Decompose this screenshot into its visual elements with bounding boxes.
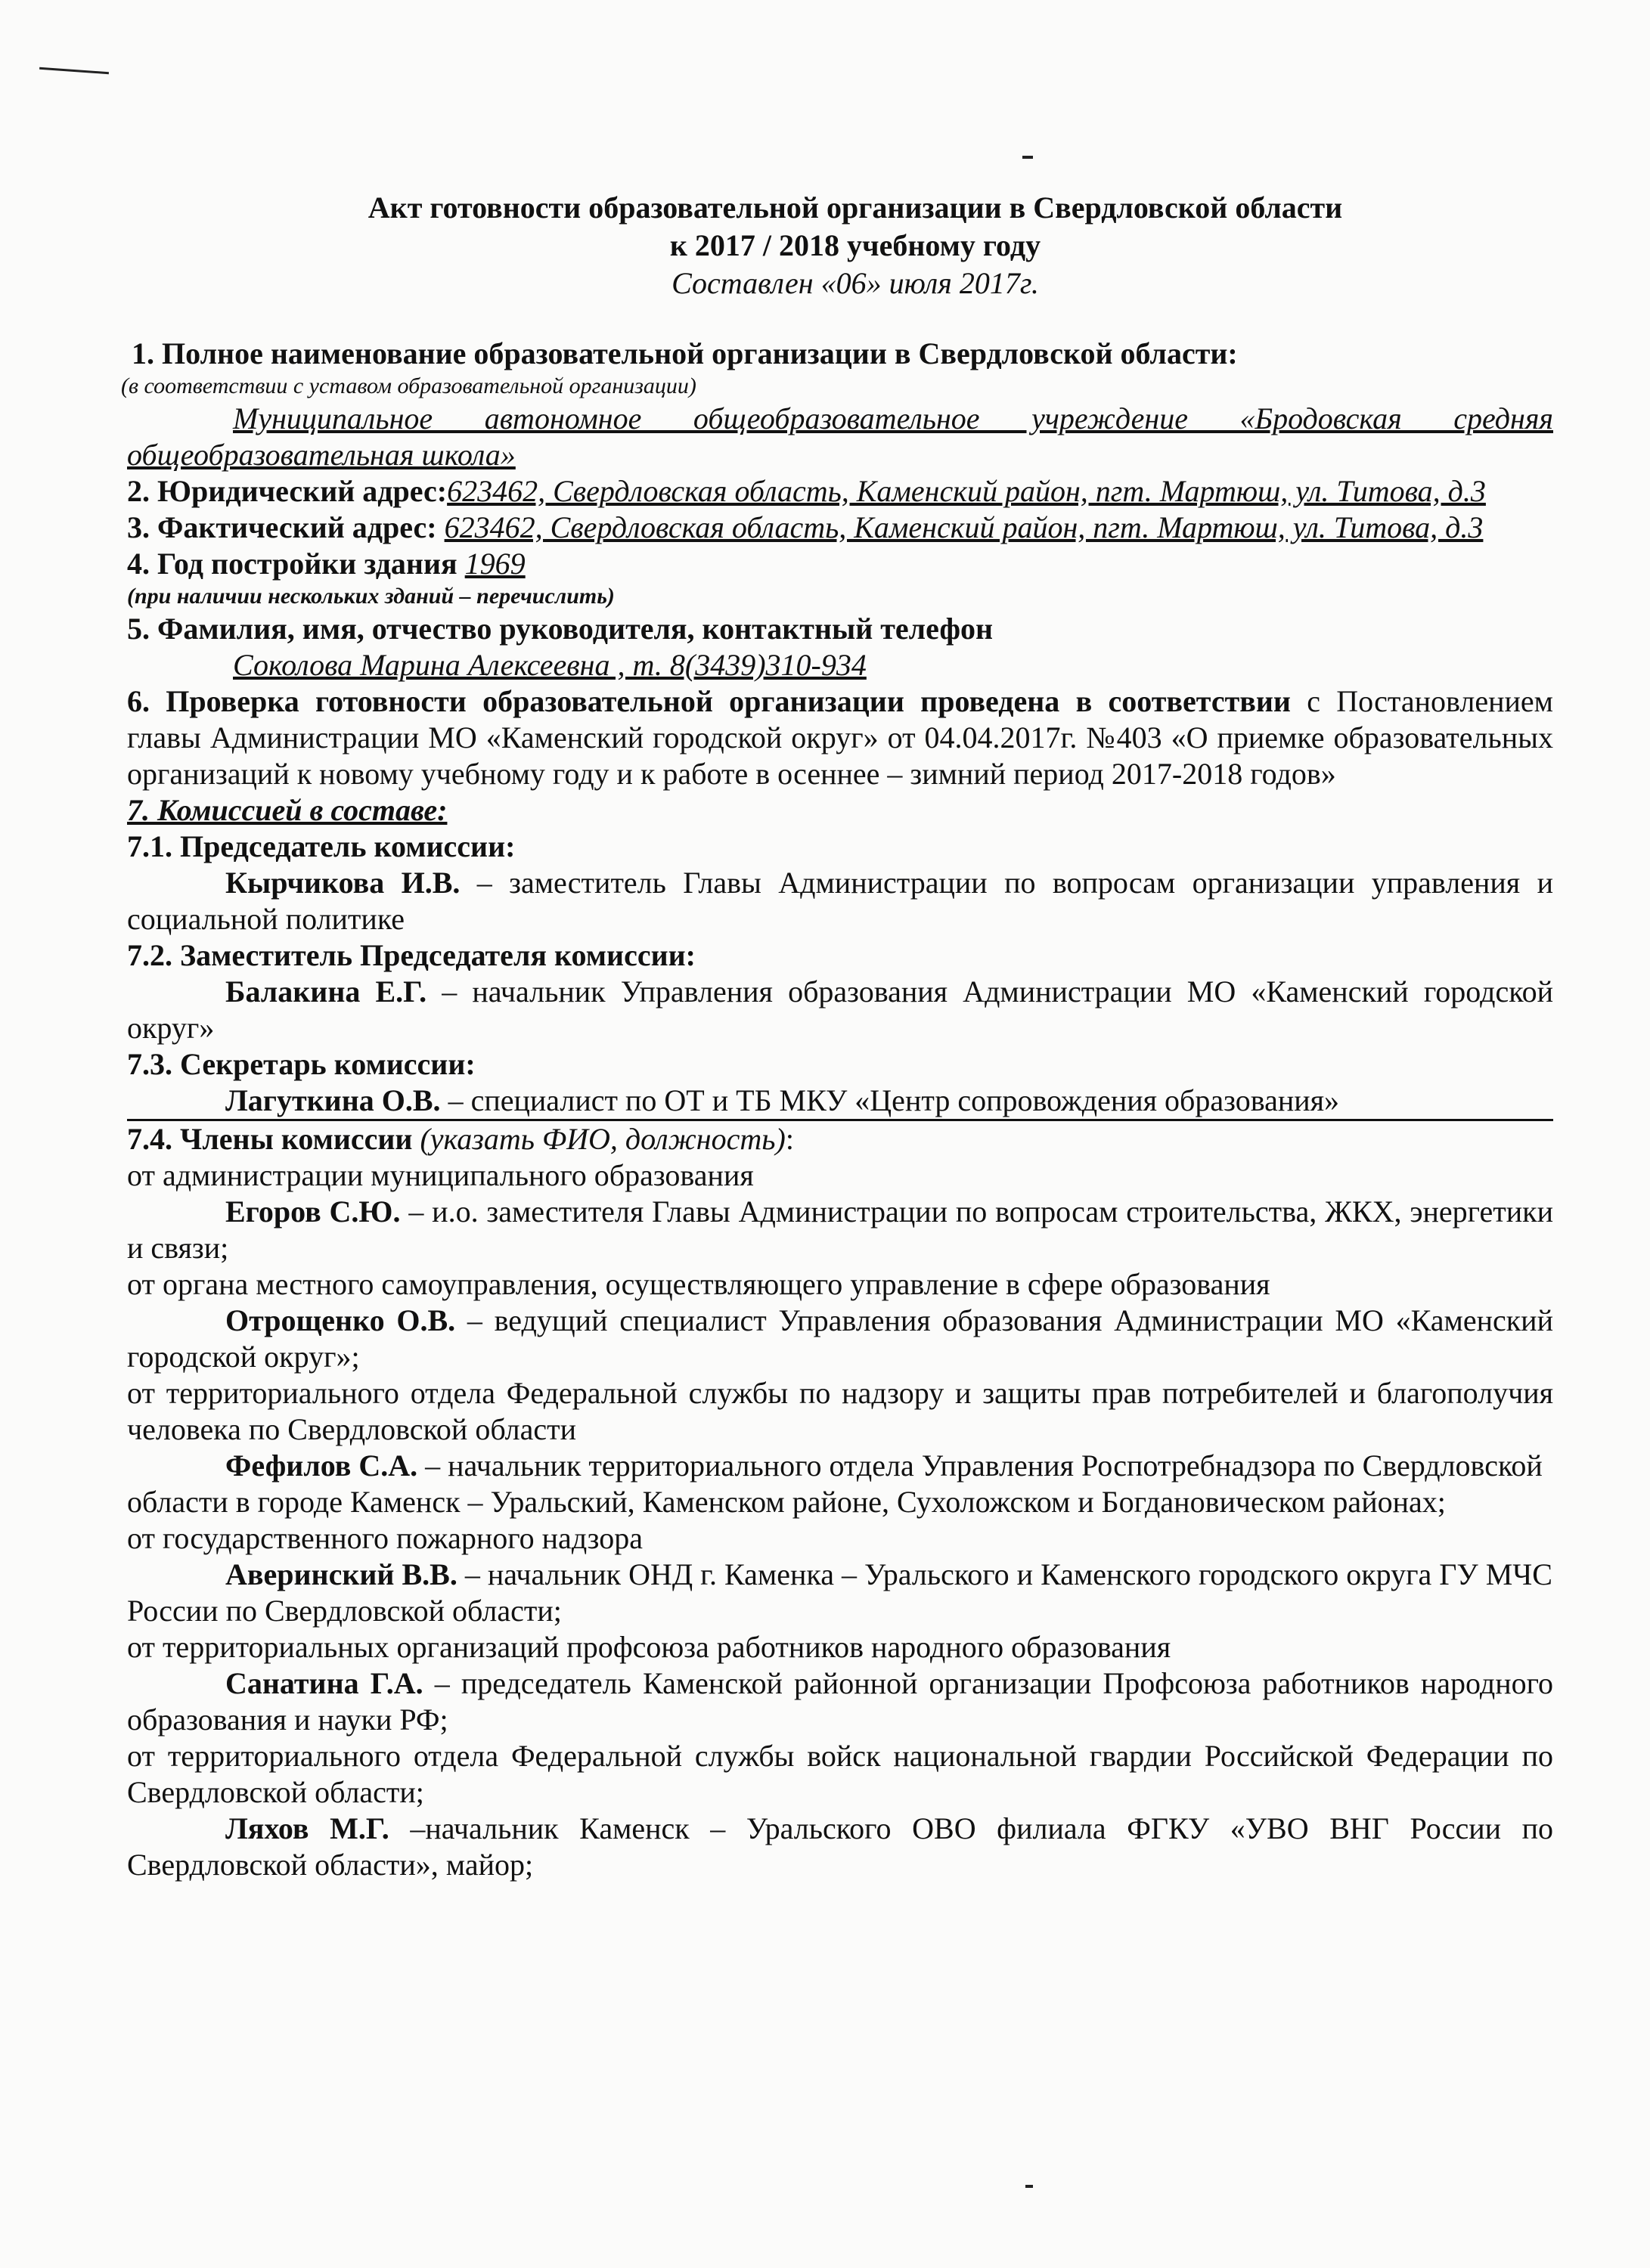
- member-role: – начальник ОНД г. Каменка – Уральского и Каменского городского округа ГУ МЧС России по Свердловской области;: [127, 1557, 1552, 1628]
- secretary-label: 7.3. Секретарь комиссии:: [127, 1047, 476, 1081]
- chair-role: – заместитель Главы Администрации по вопросам организации управления и социальной политике: [127, 866, 1553, 936]
- member-org: от территориального отдела Федеральной службы войск национальной гвардии Российской Федерации по Свердловской области;: [127, 1739, 1553, 1809]
- member-item: [127, 1520, 1553, 1629]
- secretary-name: Лагуткина О.В.: [225, 1083, 441, 1117]
- member-name: Отрощенко О.В.: [225, 1303, 456, 1337]
- member-item: [127, 1738, 1553, 1883]
- member-item: [127, 1629, 1553, 1738]
- member-name: Ляхов М.Г.: [225, 1811, 389, 1845]
- document-compiled-date: Составлен «06» июля 2017г.: [671, 266, 1039, 300]
- director-label: 5. Фамилия, имя, отчество руководителя, контактный телефон: [127, 612, 994, 646]
- deputy-name: Балакина Е.Г.: [225, 974, 427, 1009]
- member-entry: [127, 1557, 1553, 1629]
- chair-label: 7.1. Председатель комиссии:: [127, 829, 516, 863]
- member-name: Санатина Г.А.: [225, 1666, 423, 1700]
- member-role: – председатель Каменской районной организации Профсоюза работников народного образования и науки РФ;: [127, 1666, 1554, 1737]
- document-title-line2: к 2017 / 2018 учебному году: [669, 228, 1041, 262]
- inspection-text: с Постановлением главы Администрации МО «Каменский городской округ» от 04.04.2017г. №403 «О приемке образовательных организаций к новому учебному году и к работе в осеннее – зимний период 2017-2018 годов»: [127, 684, 1553, 791]
- member-item: [127, 1266, 1553, 1375]
- actual-address-label: 3. Фактический адрес:: [127, 510, 445, 544]
- commission-heading: 7. Комиссией в составе:: [127, 793, 448, 827]
- section-7: [127, 792, 1553, 1883]
- actual-address-value: 623462, Свердловская область, Каменский район, пгт. Мартюш, ул. Титова, д.3: [444, 510, 1484, 544]
- member-role: – начальник территориального отдела Управления Роспотребнадзора по Свердловской области в городе Каменск – Уральский, Каменском районе, Сухоложском и Богдановическом районах;: [127, 1448, 1543, 1519]
- legal-address-label: 2. Юридический адрес:: [127, 474, 448, 508]
- members-list: [127, 1157, 1553, 1883]
- member-name: Фефилов С.А.: [225, 1448, 418, 1483]
- member-entry: [127, 1448, 1553, 1520]
- section-5: [127, 611, 1553, 683]
- organization-name: Муниципальное автономное общеобразовательное учреждение «Бродовская средняя общеобразовательная школа»: [127, 401, 1553, 472]
- members-colon: :: [785, 1122, 794, 1156]
- scan-mark: [1022, 156, 1033, 159]
- member-entry: [127, 1665, 1553, 1738]
- deputy-label: 7.2. Заместитель Председателя комиссии:: [127, 938, 696, 972]
- member-org: от государственного пожарного надзора: [127, 1521, 643, 1555]
- inspection-label: 6. Проверка готовности образовательной организации проведена в соответствии: [127, 684, 1291, 718]
- member-org: от администрации муниципального образования: [127, 1158, 754, 1192]
- deputy-entry: [127, 974, 1553, 1046]
- document-title-line1: Акт готовности образовательной организации в Свердловской области: [368, 191, 1343, 225]
- member-entry: [127, 1194, 1553, 1266]
- section-6: [127, 683, 1553, 792]
- members-heading: [127, 1121, 1553, 1157]
- section-1-note: (в соответствии с уставом образовательной организации): [121, 373, 696, 398]
- member-org: от территориальных организаций профсоюза работников народного образования: [127, 1630, 1171, 1664]
- chair-name: Кырчикова И.В.: [225, 866, 461, 900]
- member-entry: [127, 1303, 1553, 1375]
- section-1: [121, 336, 1553, 473]
- build-year-label: 4. Год постройки здания: [127, 547, 465, 581]
- scan-mark: [39, 67, 109, 74]
- member-item: [127, 1157, 1553, 1266]
- build-year-note: (при наличии нескольких зданий – перечислить): [127, 584, 615, 609]
- member-role: – и.о. заместителя Главы Администрации по вопросам строительства, ЖКХ, энергетики и связи;: [127, 1194, 1554, 1265]
- members-note: (указать ФИО, должность): [420, 1122, 786, 1156]
- member-item: [127, 1375, 1553, 1520]
- member-role: – ведущий специалист Управления образования Администрации МО «Каменский городской округ»;: [127, 1303, 1553, 1374]
- secretary-entry: [127, 1083, 1553, 1121]
- member-role: –начальник Каменск – Уральского ОВО филиала ФГКУ «УВО ВНГ России по Свердловской области», майор;: [127, 1811, 1554, 1882]
- legal-address-value: 623462, Свердловская область, Каменский район, пгт. Мартюш, ул. Титова, д.3: [447, 474, 1486, 508]
- member-org: от территориального отдела Федеральной службы по надзору и защиты прав потребителей и благополучия человека по Свердловской области: [127, 1376, 1553, 1446]
- member-name: Аверинский В.В.: [225, 1557, 457, 1591]
- build-year-value: 1969: [464, 547, 526, 581]
- section-4: [127, 546, 1553, 611]
- section-2: [127, 473, 1553, 510]
- scan-mark: [1025, 2185, 1033, 2188]
- chair-entry: [127, 865, 1553, 937]
- members-label: 7.4. Члены комиссии: [127, 1122, 420, 1156]
- deputy-role: – начальник Управления образования Администрации МО «Каменский городской округ»: [127, 974, 1554, 1045]
- section-3: [127, 510, 1553, 546]
- section-1-heading: 1. Полное наименование образовательной организации в Свердловской области:: [132, 336, 1238, 370]
- document-body: [121, 189, 1554, 1883]
- member-entry: [127, 1811, 1553, 1883]
- member-org: от органа местного самоуправления, осуществляющего управление в сфере образования: [127, 1267, 1270, 1301]
- secretary-role: – специалист по ОТ и ТБ МКУ «Центр сопровождения образования»: [440, 1083, 1340, 1117]
- document-header: [157, 189, 1553, 302]
- member-name: Егоров С.Ю.: [225, 1194, 401, 1228]
- director-value: Соколова Марина Алексеевна , т. 8(3439)310-934: [233, 648, 867, 682]
